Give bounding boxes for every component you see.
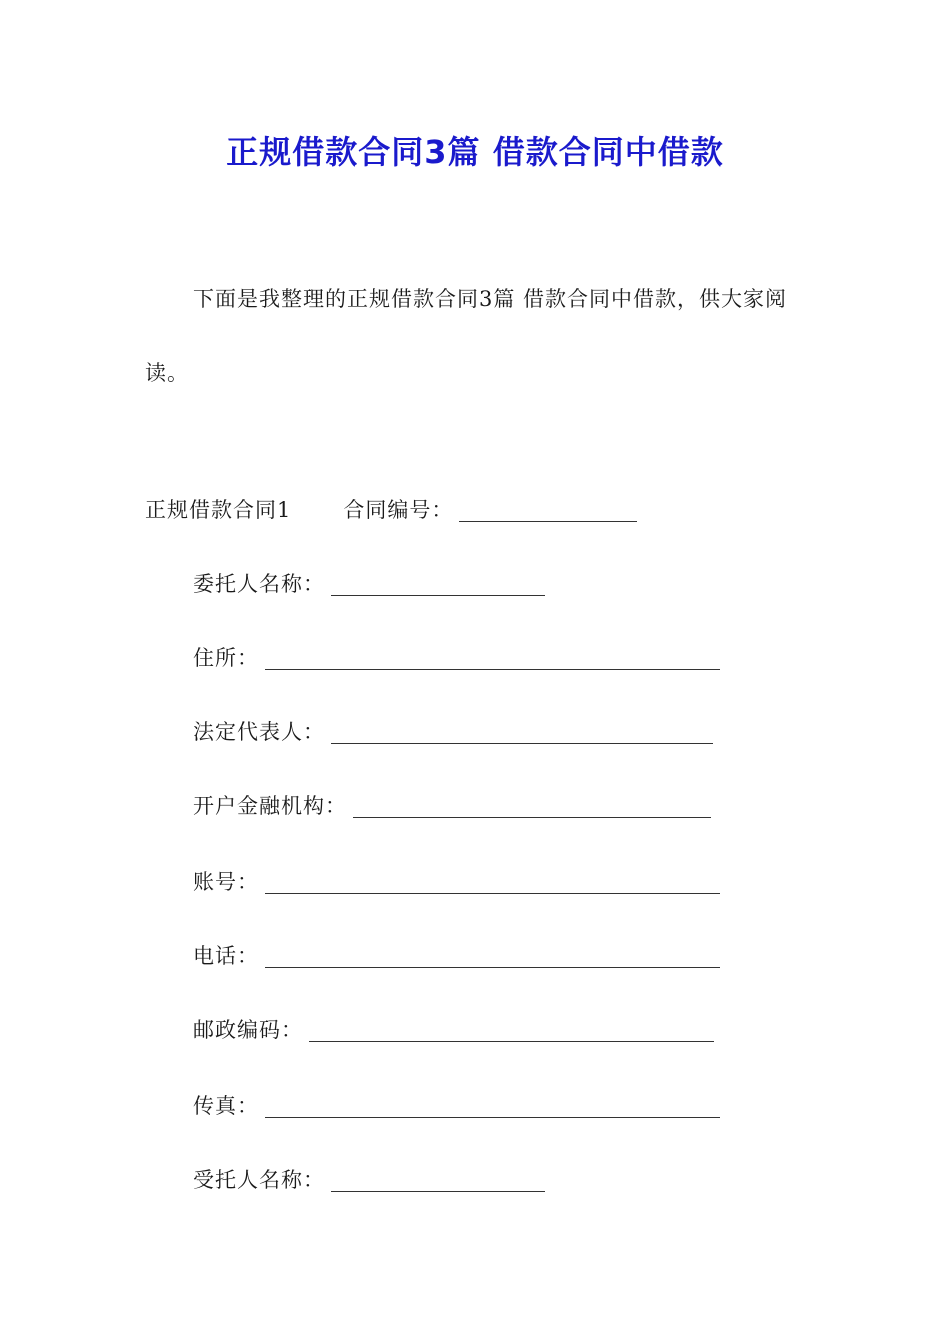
- field-label: 受托人名称：: [193, 1168, 325, 1192]
- field-address: [193, 640, 720, 676]
- field-blank: [265, 871, 720, 894]
- field-phone: [193, 938, 720, 974]
- field-principal-name: [193, 566, 545, 602]
- field-label: 电话：: [193, 944, 259, 968]
- field-blank: [331, 721, 713, 744]
- field-bank: [193, 788, 711, 824]
- field-blank: [265, 647, 720, 670]
- field-label: 开户金融机构：: [193, 794, 347, 818]
- field-label: 传真：: [193, 1094, 259, 1118]
- field-blank: [353, 795, 711, 818]
- field-trustee-name: [193, 1162, 545, 1198]
- field-label: 账号：: [193, 870, 259, 894]
- field-label: 法定代表人：: [193, 720, 325, 744]
- intro-paragraph: 下面是我整理的正规借款合同3篇 借款合同中借款，供大家阅读。: [145, 287, 788, 385]
- contract-heading: 正规借款合同1: [145, 498, 292, 522]
- field-label: 住所：: [193, 646, 259, 670]
- contract-heading-line: [145, 492, 637, 528]
- field-legal-representative: [193, 714, 713, 750]
- field-blank: [265, 1095, 720, 1118]
- contract-number-label: 合同编号：: [343, 498, 454, 522]
- field-fax: [193, 1088, 720, 1124]
- field-account-number: [193, 864, 720, 900]
- field-blank: [309, 1019, 714, 1042]
- field-label: 邮政编码：: [193, 1018, 303, 1042]
- contract-number-blank: [459, 499, 637, 522]
- document-title: 正规借款合同3篇 借款合同中借款: [226, 133, 724, 171]
- field-blank: [265, 945, 720, 968]
- field-blank: [331, 1169, 545, 1192]
- field-postal-code: [193, 1012, 714, 1048]
- field-label: 委托人名称：: [193, 572, 325, 596]
- field-blank: [331, 573, 545, 596]
